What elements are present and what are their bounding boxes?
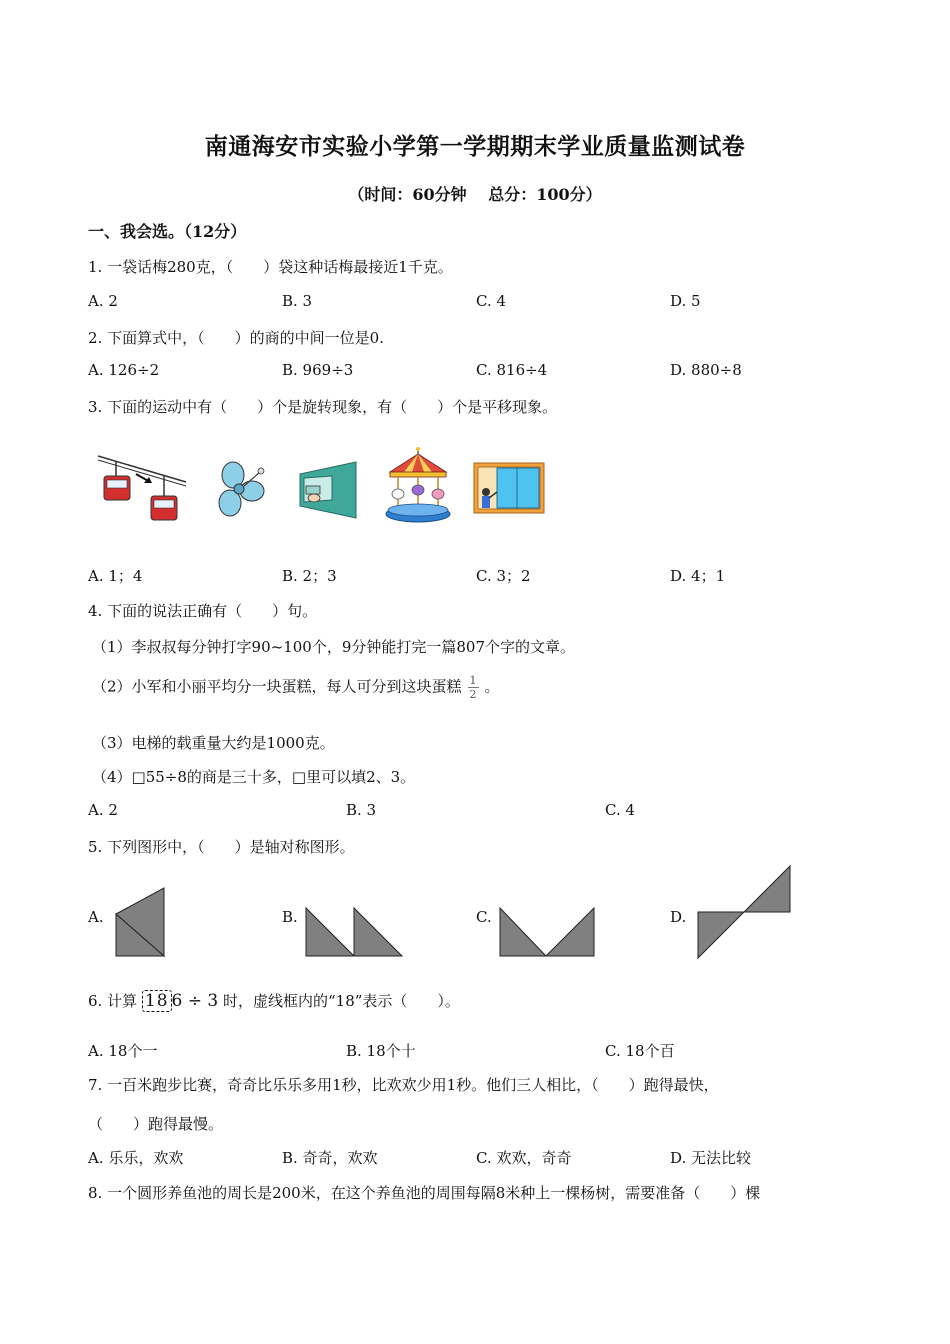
cable-car-image: [96, 452, 188, 524]
question-5: 5. 下列图形中，（ ）是轴对称图形。: [88, 838, 355, 856]
q2-option-b: B. 969÷3: [282, 361, 354, 379]
question-8: 8. 一个圆形养鱼池的周长是200米，在这个养鱼池的周围每隔8米种上一棵杨树，需要准备（ ）棵: [88, 1184, 761, 1202]
q1-option-d: D. 5: [670, 292, 701, 310]
q6-intro: 6. 计算: [88, 992, 138, 1010]
q7-option-b: B. 奇奇，欢欢: [282, 1149, 378, 1167]
q4-statement-2-text: （2）小军和小丽平均分一块蛋糕，每人可分到这块蛋糕: [92, 677, 462, 696]
division-expression: 18 6 ÷ 3: [142, 991, 218, 1011]
drawer-image: [298, 460, 358, 520]
shape-a: [114, 886, 168, 958]
q6-option-a: A. 18个一: [88, 1042, 158, 1060]
q3-option-d: D. 4；1: [670, 567, 726, 585]
question-1: 1. 一袋话梅280克，（ ）袋这种话梅最接近1千克。: [88, 258, 453, 276]
dashed-box: 18: [142, 990, 172, 1012]
q5-label-b: B.: [282, 908, 298, 926]
sliding-window-image: [473, 462, 545, 514]
q5-label-a: A.: [88, 908, 104, 926]
question-7-line-1: 7. 一百米跑步比赛，奇奇比乐乐多用1秒，比欢欢少用1秒。他们三人相比，（ ）跑得最快，: [88, 1076, 719, 1094]
q4-statement-3: （3）电梯的载重量大约是1000克。: [92, 734, 335, 752]
question-3: 3. 下面的运动中有（ ）个是旋转现象，有（ ）个是平移现象。: [88, 398, 558, 416]
question-4: 4. 下面的说法正确有（ ）句。: [88, 602, 318, 620]
fan-image: [216, 460, 266, 518]
q2-option-d: D. 880÷8: [670, 361, 742, 379]
q3-option-c: C. 3；2: [476, 567, 531, 585]
q2-option-c: C. 816÷4: [476, 361, 548, 379]
q1-option-b: B. 3: [282, 292, 313, 310]
q5-label-d: D.: [670, 908, 687, 926]
question-2: 2. 下面算式中，（ ）的商的中间一位是0.: [88, 329, 384, 347]
page-title: 南通海安市实验小学第一学期期末学业质量监测试卷: [204, 133, 746, 160]
section-heading: 一、我会选。（12分）: [88, 222, 247, 241]
q2-option-a: A. 126÷2: [88, 361, 160, 379]
q6-option-c: C. 18个百: [605, 1042, 675, 1060]
q7-option-d: D. 无法比较: [670, 1149, 752, 1167]
q4-statement-2: （2）小军和小丽平均分一块蛋糕，每人可分到这块蛋糕 $\frac{1}{2}$ 。: [92, 674, 500, 701]
question-6: [88, 990, 460, 1012]
q5-label-c: C.: [476, 908, 492, 926]
q7-option-c: C. 欢欢，奇奇: [476, 1149, 572, 1167]
q4-statement-1: （1）李叔叔每分钟打字90~100个，9分钟能打完一篇807个字的文章。: [92, 638, 576, 656]
shape-c: [498, 906, 598, 958]
q6-option-b: B. 18个十: [346, 1042, 416, 1060]
shape-b: [304, 906, 404, 958]
q1-option-a: A. 2: [88, 292, 118, 310]
q3-option-b: B. 2；3: [282, 567, 337, 585]
q4-option-b: B. 3: [346, 801, 377, 819]
exam-info: （时间：60分钟 总分：100分）: [348, 185, 602, 204]
q1-option-c: C. 4: [476, 292, 507, 310]
fraction-one-half: $\frac{1}{2}$: [469, 674, 477, 701]
question-7-line-2: （ ）跑得最慢。: [88, 1115, 224, 1133]
q4-option-a: A. 2: [88, 801, 118, 819]
carousel-image: [384, 446, 452, 526]
q7-option-a: A. 乐乐，欢欢: [88, 1149, 184, 1167]
shape-d: [696, 864, 794, 960]
q4-statement-4: （4）□55÷8的商是三十多，□里可以填2、3。: [92, 768, 416, 786]
q6-question: 时，虚线框内的“18”表示（ ）。: [222, 992, 460, 1010]
q4-option-c: C. 4: [605, 801, 636, 819]
q3-option-a: A. 1；4: [88, 567, 143, 585]
